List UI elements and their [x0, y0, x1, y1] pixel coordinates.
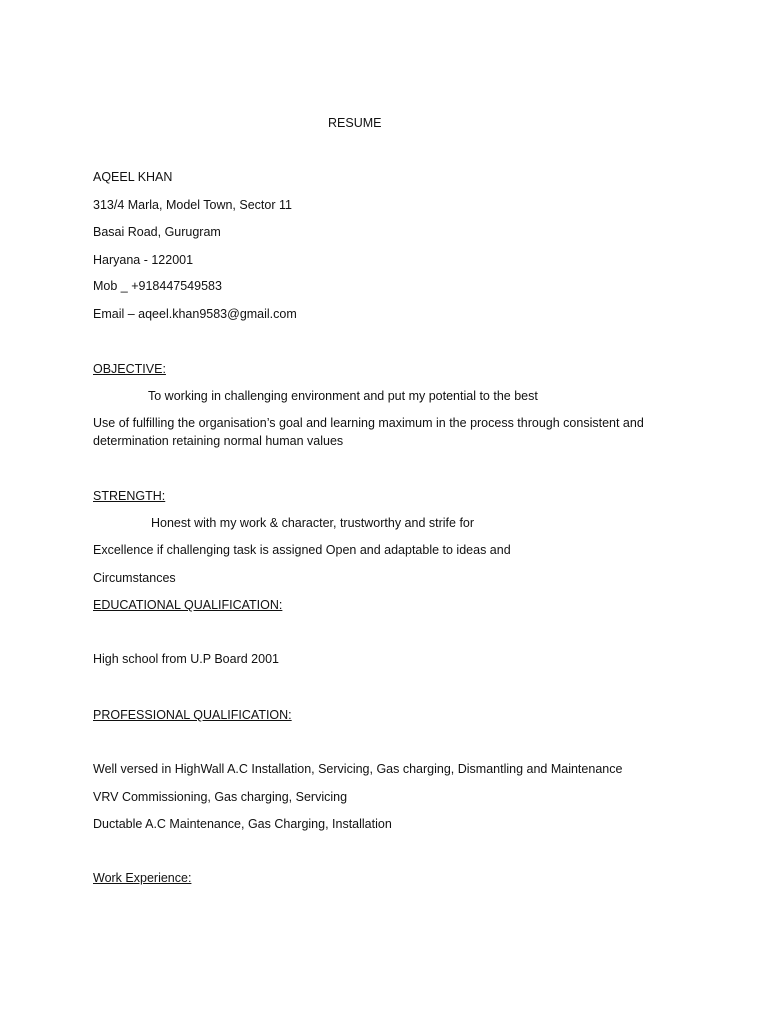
candidate-name: AQEEL KHAN — [93, 170, 173, 184]
mobile-number: Mob _ +918447549583 — [93, 279, 222, 293]
strength-line-2: Excellence if challenging task is assigned Open and adaptable to ideas and — [93, 543, 511, 557]
strength-line-3: Circumstances — [93, 571, 176, 585]
email-address: Email – aqeel.khan9583@gmail.com — [93, 307, 297, 321]
education-item: High school from U.P Board 2001 — [93, 652, 279, 666]
professional-item-1: Well versed in HighWall A.C Installation, Servicing, Gas charging, Dismantling and Maintenance — [93, 762, 623, 776]
strength-heading: STRENGTH: — [93, 489, 166, 503]
objective-line-1: To working in challenging environment and put my potential to the best — [148, 389, 538, 403]
professional-item-3: Ductable A.C Maintenance, Gas Charging, Installation — [93, 817, 392, 831]
address-line-1: 313/4 Marla, Model Town, Sector 11 — [93, 198, 292, 212]
work-experience-heading: Work Experience: — [93, 871, 192, 885]
document-title: RESUME — [328, 116, 382, 130]
address-line-3: Haryana - 122001 — [93, 253, 194, 267]
objective-heading: OBJECTIVE: — [93, 362, 166, 376]
education-heading: EDUCATIONAL QUALIFICATION: — [93, 598, 283, 612]
professional-heading: PROFESSIONAL QUALIFICATION: — [93, 708, 292, 722]
objective-paragraph: Use of fulfilling the organisation’s goal and learning maximum in the process through consistent and determination retaining normal human values — [93, 416, 644, 448]
strength-line-1: Honest with my work & character, trustworthy and strife for — [151, 516, 475, 530]
professional-item-2: VRV Commissioning, Gas charging, Servicing — [93, 790, 348, 804]
address-line-2: Basai Road, Gurugram — [93, 225, 221, 239]
